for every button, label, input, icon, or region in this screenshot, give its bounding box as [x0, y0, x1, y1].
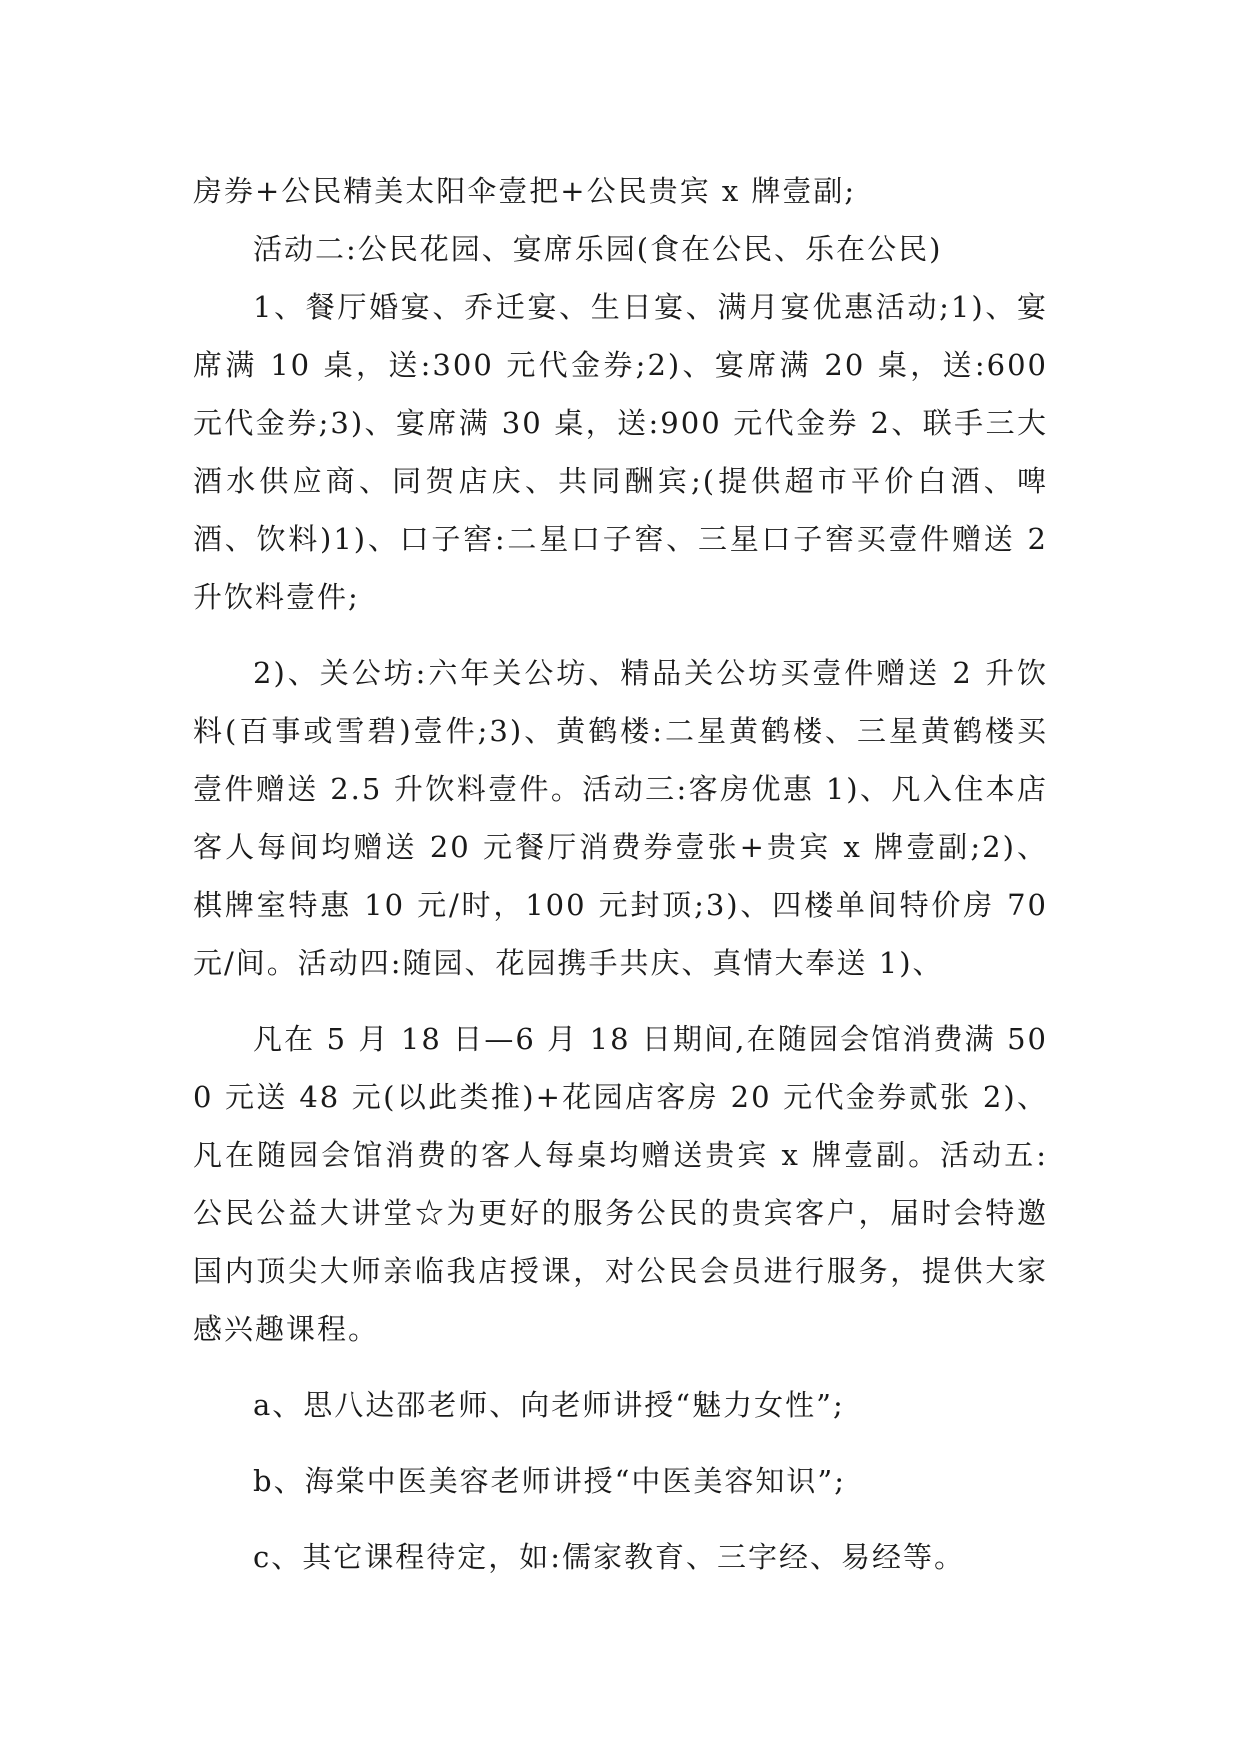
list-item-course-b: b、海棠中医美容老师讲授“中医美容知识”;: [253, 1464, 846, 1498]
paragraph-banquet-offers: 1、餐厅婚宴、乔迁宴、生日宴、满月宴优惠活动;1)、宴席满 10 桌，送:300 元代金券;2)、宴席满 20 桌，送:600 元代金券;3)、宴席满 30 桌，送:900 元代金券 2、联手三大酒水供应商、同贺店庆、共同酬宾;(提供超市平价白酒、啤酒、饮料)1)、口子窖:二星口子窖、三星口子窖买壹件赠送 2 升饮料壹件;: [193, 290, 1048, 614]
paragraph-suiyuan-and-lecture: 凡在 5 月 18 日—6 月 18 日期间,在随园会馆消费满 500 元送 48 元(以此类推)+花园店客房 20 元代金券贰张 2)、凡在随园会馆消费的客人每桌均赠送贵宾 x 牌壹副。活动五:公民公益大讲堂☆为更好的服务公民的贵宾客户，届时会特邀国内顶尖大师亲临我店授课，对公民会员进行服务，提供大家感兴趣课程。: [193, 1022, 1048, 1346]
list-item-course-c: c、其它课程待定，如:儒家教育、三字经、易经等。: [253, 1540, 966, 1574]
document-body: [193, 162, 1048, 1586]
paragraph-liquor-and-room-offers: 2)、关公坊:六年关公坊、精品关公坊买壹件赠送 2 升饮料(百事或雪碧)壹件;3)、黄鹤楼:二星黄鹤楼、三星黄鹤楼买壹件赠送 2.5 升饮料壹件。活动三:客房优惠 1)、凡入住本店客人每间均赠送 20 元餐厅消费券壹张+贵宾 x 牌壹副;2)、棋牌室特惠 10 元/时，100 元封顶;3)、四楼单间特价房 70 元/间。活动四:随园、花园携手共庆、真情大奉送 1)、: [193, 656, 1048, 980]
paragraph-activity-two-heading: 活动二:公民花园、宴席乐园(食在公民、乐在公民): [253, 232, 943, 266]
paragraph-continuation: 房券+公民精美太阳伞壹把+公民贵宾 x 牌壹副;: [193, 174, 857, 208]
list-item-course-a: a、思八达邵老师、向老师讲授“魅力女性”;: [253, 1388, 845, 1422]
